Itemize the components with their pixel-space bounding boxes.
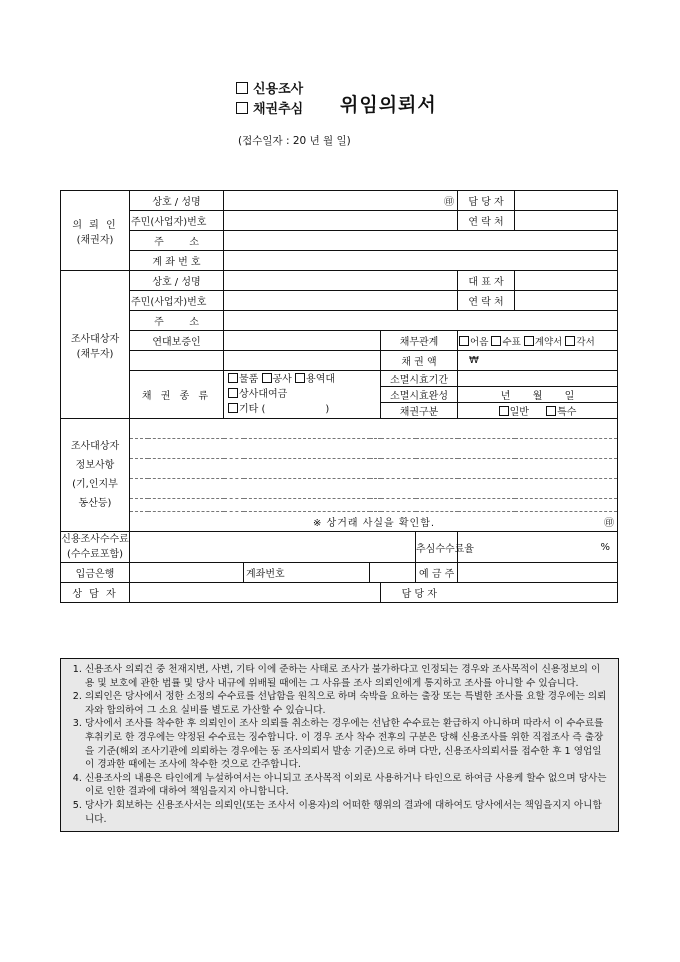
checkbox-icon[interactable] xyxy=(295,373,305,383)
debt-relation-options xyxy=(458,331,618,351)
relation-option-memo[interactable]: 각서 xyxy=(565,337,594,348)
debtor-rep-field[interactable] xyxy=(515,271,618,291)
info-line-5[interactable] xyxy=(130,499,618,512)
relation-option-check[interactable]: 수표 xyxy=(491,337,520,348)
client-id-label: 주민(사업자)번호 xyxy=(130,211,224,231)
info-line-1[interactable] xyxy=(130,419,618,439)
page-title: 위임의뢰서 xyxy=(340,94,437,116)
counsel-label: 상 담 자 xyxy=(61,583,130,603)
credit-fee-label: 신용조사수수료 (수수료포함) xyxy=(61,532,130,563)
percent-sign: % xyxy=(600,541,611,553)
client-contact-label: 연 락 처 xyxy=(458,211,515,231)
guarantor-label: 연대보증인 xyxy=(130,331,224,351)
request-type-options xyxy=(236,80,303,120)
account-number-label: 계좌번호 xyxy=(244,563,370,583)
debtor-name-field[interactable] xyxy=(224,271,458,291)
debtor-address-label: 주 소 xyxy=(130,311,224,331)
option-debt-collection[interactable]: 채권추심 xyxy=(236,100,303,120)
client-group-label: 의 뢰 인 (채권자) xyxy=(61,191,130,271)
request-form-table xyxy=(60,190,618,603)
option-credit-check[interactable]: 신용조사 xyxy=(236,80,303,100)
client-contact-field[interactable] xyxy=(515,211,618,231)
client-manager-field[interactable] xyxy=(515,191,618,211)
debtor-contact-field[interactable] xyxy=(515,291,618,311)
debt-category-label: 채권구분 xyxy=(381,403,458,419)
info-line-3[interactable] xyxy=(130,459,618,479)
debt-type-options xyxy=(224,371,381,419)
expiry-done-label: 소멸시효완성 xyxy=(381,387,458,403)
debt-amount-label: 채 권 액 xyxy=(381,351,458,371)
holder-field[interactable] xyxy=(458,563,618,583)
note-item: 1. 신용조사 의뢰건 중 천재지변, 사변, 기타 이에 준하는 사태로 조사가 불가하다고 인정되는 경우와 조사목적이 신용정보의 이용 및 보호에 관한 법률 및 당사 내규에 위배될 때에는 그 사유를 조사 의뢰인에게 통지하고 조사를 아니할 수 있습니다. xyxy=(85,663,608,690)
type-option-loan[interactable]: 상사대여금 xyxy=(228,387,376,402)
terms-notes xyxy=(60,658,619,832)
debt-relation-label: 채무관계 xyxy=(381,331,458,351)
client-address-field[interactable] xyxy=(224,231,618,251)
type-option-goods[interactable]: 물품 xyxy=(228,374,258,385)
account-number-field[interactable] xyxy=(370,563,416,583)
checkbox-icon[interactable] xyxy=(228,388,238,398)
client-account-field[interactable] xyxy=(224,251,618,271)
expiry-done-date[interactable]: 년 월 일 xyxy=(458,387,618,403)
seal-icon: ㊞ xyxy=(604,518,615,529)
fee-manager-field[interactable] xyxy=(458,583,618,603)
checkbox-icon[interactable] xyxy=(262,373,272,383)
debtor-id-label: 주민(사업자)번호 xyxy=(130,291,224,311)
category-option-special[interactable]: 특수 xyxy=(546,407,576,418)
checkbox-icon[interactable] xyxy=(236,82,248,94)
debt-category-options xyxy=(458,403,618,419)
client-address-label: 주 소 xyxy=(130,231,224,251)
note-item: 5. 당사가 회보하는 신용조사서는 의뢰인(또는 조사서 이용자)의 어떠한 행위의 결과에 대하여도 당사에서는 책임을지지 아니합니다. xyxy=(85,799,608,826)
checkbox-icon[interactable] xyxy=(228,403,238,413)
checkbox-icon[interactable] xyxy=(499,406,509,416)
debtor-rep-label: 대 표 자 xyxy=(458,271,515,291)
guarantor-extra-field-2[interactable] xyxy=(224,351,381,371)
type-option-other[interactable]: 기타 ( ) xyxy=(228,402,376,417)
relation-option-note[interactable]: 어음 xyxy=(459,337,488,348)
client-name-label: 상호 / 성명 xyxy=(130,191,224,211)
note-item: 4. 신용조사의 내용은 타인에게 누설하여서는 아니되고 조사목적 이외로 사용하거나 타인으로 하여금 사용케 할수 없으며 당사는 이로 인한 결과에 대하여 책임을지지 아니합니다. xyxy=(85,772,608,799)
note-item: 2. 의뢰인은 당사에서 정한 소정의 수수료를 선납함을 원칙으로 하며 숙박을 요하는 출장 또는 특별한 조사를 요할 경우에는 의뢰자와 합의하여 그 소요 실비를 별도로 가산할 수 있습니다. xyxy=(85,690,608,717)
debtor-id-field[interactable] xyxy=(224,291,458,311)
debtor-address-field[interactable] xyxy=(224,311,618,331)
checkbox-icon[interactable] xyxy=(546,406,556,416)
bank-label: 입금은행 xyxy=(61,563,130,583)
checkbox-icon[interactable] xyxy=(228,373,238,383)
category-option-general[interactable]: 일반 xyxy=(499,407,529,418)
guarantor-field[interactable] xyxy=(224,331,381,351)
collection-fee-field[interactable] xyxy=(458,532,618,563)
relation-option-contract[interactable]: 계약서 xyxy=(524,337,563,348)
checkbox-icon[interactable] xyxy=(565,336,575,346)
expiry-period-label: 소멸시효기간 xyxy=(381,371,458,387)
fee-manager-label: 담 당 자 xyxy=(381,583,458,603)
debtor-group-label: 조사대상자 (채무자) xyxy=(61,271,130,419)
info-line-2[interactable] xyxy=(130,439,618,459)
expiry-period-field[interactable] xyxy=(458,371,618,387)
counsel-field[interactable] xyxy=(130,583,381,603)
type-option-service[interactable]: 용역대 xyxy=(295,374,335,385)
credit-fee-field[interactable] xyxy=(130,532,416,563)
debt-amount-field[interactable] xyxy=(458,351,618,371)
received-date: (접수일자 : 20 년 월 일) xyxy=(238,135,351,147)
debtor-name-label: 상호 / 성명 xyxy=(130,271,224,291)
type-option-construction[interactable]: 공사 xyxy=(262,374,292,385)
client-manager-label: 담 당 자 xyxy=(458,191,515,211)
info-line-4[interactable] xyxy=(130,479,618,499)
holder-label: 예 금 주 xyxy=(416,563,458,583)
info-label: 조사대상자 정보사항 (기,인지부 동산등) xyxy=(61,419,130,532)
debt-type-label: 채 권 종 류 xyxy=(130,371,224,419)
collection-fee-label: 추심수수료율 xyxy=(416,532,458,563)
confirm-text: ※ 상거래 사실을 확인함. xyxy=(313,518,436,529)
checkbox-icon[interactable] xyxy=(524,336,534,346)
client-id-field[interactable] xyxy=(224,211,458,231)
seal-icon: ㊞ xyxy=(444,197,455,208)
checkbox-icon[interactable] xyxy=(491,336,501,346)
checkbox-icon[interactable] xyxy=(236,102,248,114)
client-account-label: 계 좌 번 호 xyxy=(130,251,224,271)
client-name-field[interactable] xyxy=(224,191,458,211)
note-item: 3. 당사에서 조사를 착수한 후 의뢰인이 조사 의뢰를 취소하는 경우에는 선납한 수수료는 환급하지 아니하며 따라서 이 수수료를 후취키로 한 경우에는 약정된 수수료는 징수합니다. 이 경우 조사 착수 전후의 구분은 당해 신용조사를 위한 직접조사 즉 출장을 기준(해외 조사기관에 의뢰하는 경우에는 동 조사의뢰서 발송 기준)으로 하며 다만, 신용조사의뢰서를 접수한 후 1 영업일이 경과한 때에는 조사에 착수한 것으로 간주합니다. xyxy=(85,717,608,771)
debtor-contact-label: 연 락 처 xyxy=(458,291,515,311)
confirm-line xyxy=(130,512,618,532)
won-sign: ₩ xyxy=(469,355,479,366)
guarantor-extra-field[interactable] xyxy=(130,351,224,371)
bank-field[interactable] xyxy=(130,563,244,583)
checkbox-icon[interactable] xyxy=(459,336,469,346)
